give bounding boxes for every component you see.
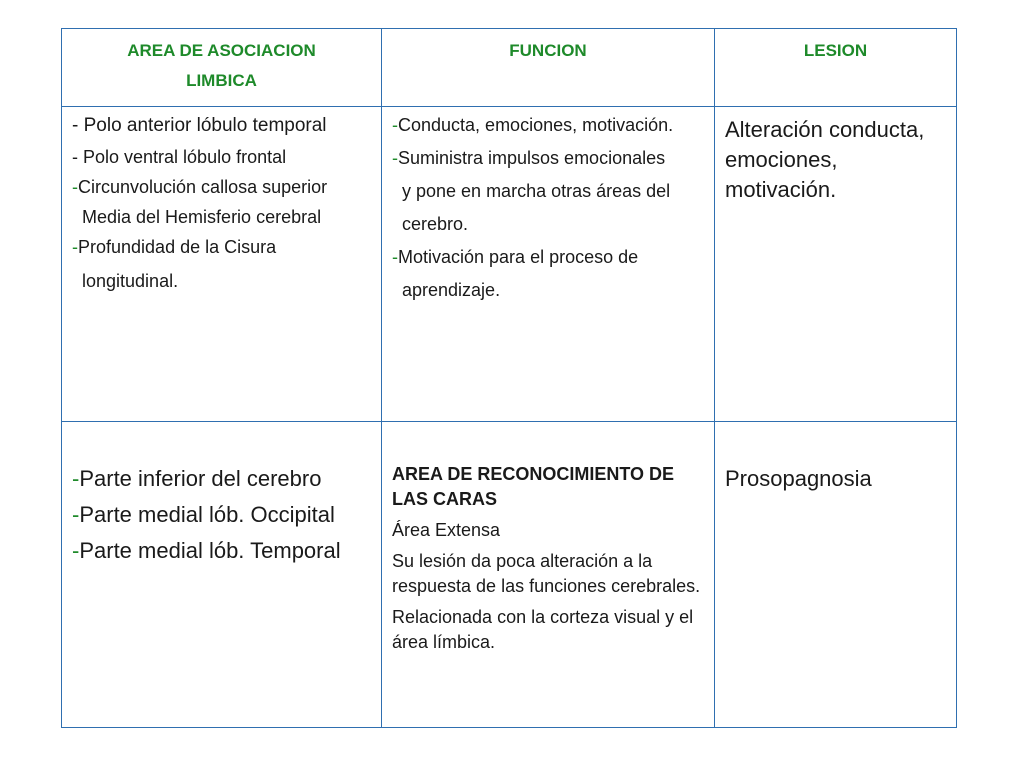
- row2-funcion-item: Su lesión da poca alteración a la respuesta de las funciones cerebrales.: [392, 551, 701, 596]
- row1-area-item: -Profundidad de la Cisura: [72, 237, 277, 257]
- table-row: [62, 422, 957, 728]
- table-header-row: [62, 29, 957, 107]
- row1-area-item: longitudinal.: [82, 271, 179, 291]
- row1-lesion-text: Alteración conducta, emociones, motivación.: [725, 117, 925, 202]
- row1-lesion-cell: [715, 107, 957, 422]
- table-row: [62, 107, 957, 422]
- row2-area-cell: [62, 422, 382, 728]
- header-lesion: LESION: [715, 29, 957, 107]
- row1-area-cell: [62, 107, 382, 422]
- header-area: [62, 29, 382, 107]
- row2-lesion-cell: [715, 422, 957, 728]
- row2-area-item: -Parte medial lób. Temporal: [72, 538, 341, 563]
- row1-funcion-item: cerebro.: [402, 214, 469, 234]
- row1-funcion-item: y pone en marcha otras áreas del: [402, 181, 671, 201]
- bullet-marker: -: [72, 177, 78, 197]
- row1-funcion-item: -Suministra impulsos emocionales: [392, 148, 666, 168]
- row1-funcion-item: -Motivación para el proceso de: [392, 247, 639, 267]
- bullet-marker: -: [72, 502, 80, 527]
- row1-funcion-cell: [382, 107, 715, 422]
- row2-funcion-title: AREA DE RECONOCIMIENTO DE LAS CARAS: [392, 464, 675, 509]
- row2-area-item: -Parte inferior del cerebro: [72, 466, 322, 491]
- row1-funcion-item: aprendizaje.: [402, 280, 501, 300]
- asociacion-limbica-table: [61, 28, 957, 728]
- row1-funcion-item: -Conducta, emociones, motivación.: [392, 115, 674, 135]
- row2-funcion-cell: [382, 422, 715, 728]
- row2-lesion-text: Prosopagnosia: [725, 466, 872, 491]
- header-area-line1: AREA DE ASOCIACION: [127, 41, 316, 60]
- row1-area-item: Media del Hemisferio cerebral: [82, 207, 322, 227]
- bullet-marker: -: [72, 538, 80, 563]
- row2-area-item: -Parte medial lób. Occipital: [72, 502, 335, 527]
- row1-area-item: - Polo ventral lóbulo frontal: [72, 147, 287, 167]
- header-area-line2: LIMBICA: [186, 71, 257, 90]
- bullet-marker: -: [392, 115, 398, 135]
- bullet-marker: -: [392, 148, 398, 168]
- header-funcion: FUNCION: [382, 29, 715, 107]
- row1-area-item: - Polo anterior lóbulo temporal: [72, 115, 327, 136]
- bullet-marker: -: [72, 466, 80, 491]
- bullet-marker: -: [72, 237, 78, 257]
- row2-funcion-item: Relacionada con la corteza visual y el área límbica.: [392, 607, 694, 652]
- row1-area-item: -Circunvolución callosa superior: [72, 177, 328, 197]
- row2-funcion-item: Área Extensa: [392, 520, 501, 540]
- bullet-marker: -: [392, 247, 398, 267]
